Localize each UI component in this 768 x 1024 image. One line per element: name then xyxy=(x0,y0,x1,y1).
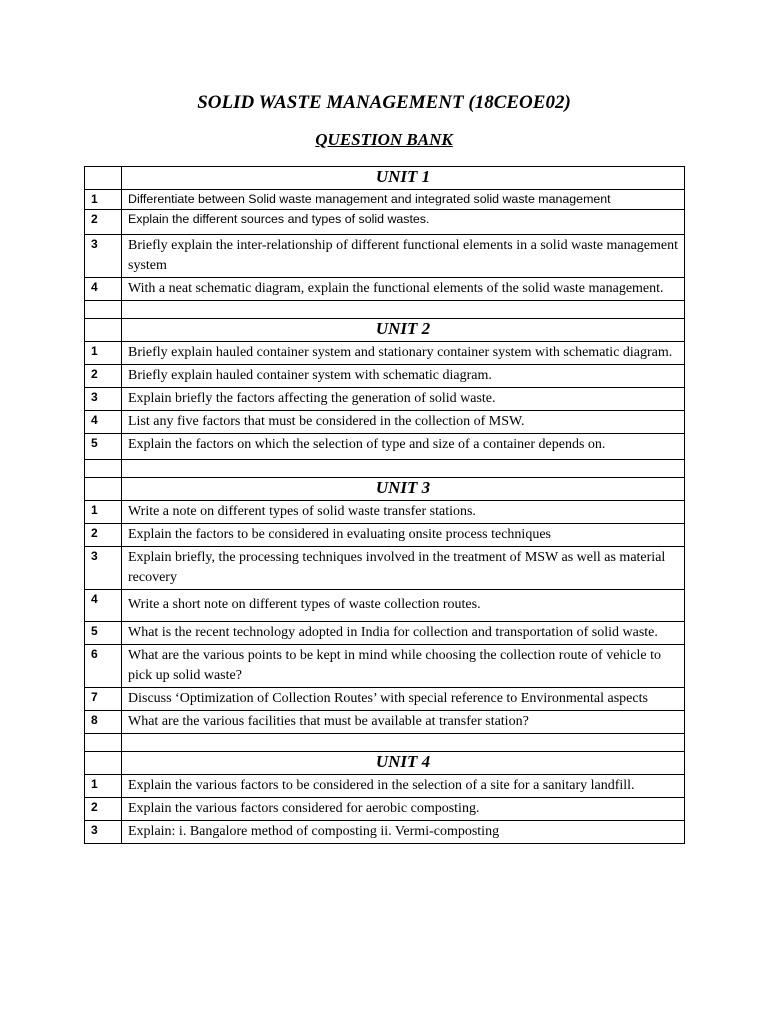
question-row xyxy=(85,590,685,622)
question-number: 3 xyxy=(85,388,122,411)
question-row xyxy=(85,342,685,365)
question-row xyxy=(85,235,685,278)
question-number: 4 xyxy=(85,590,122,622)
unit-number-cell-empty xyxy=(85,752,122,775)
unit-heading-row xyxy=(85,167,685,190)
question-text: Discuss ‘Optimization of Collection Routes’ with special reference to Environmental aspects xyxy=(122,688,685,711)
question-number: 8 xyxy=(85,711,122,734)
question-number: 4 xyxy=(85,411,122,434)
question-number: 1 xyxy=(85,342,122,365)
question-text: With a neat schematic diagram, explain the functional elements of the solid waste management. xyxy=(122,278,685,301)
document-title: SOLID WASTE MANAGEMENT (18CEOE02) xyxy=(197,92,571,113)
question-text: Briefly explain hauled container system and stationary container system with schematic diagram. xyxy=(122,342,685,365)
question-row xyxy=(85,645,685,688)
question-table xyxy=(84,166,685,844)
question-row xyxy=(85,501,685,524)
question-number: 2 xyxy=(85,365,122,388)
unit-heading: UNIT 3 xyxy=(122,478,685,501)
question-text: Write a short note on different types of waste collection routes. xyxy=(122,590,685,622)
question-row xyxy=(85,711,685,734)
question-text: Explain the various factors considered for aerobic composting. xyxy=(122,798,685,821)
question-number: 2 xyxy=(85,210,122,235)
question-number: 4 xyxy=(85,278,122,301)
question-number: 7 xyxy=(85,688,122,711)
question-text: Explain briefly the factors affecting the generation of solid waste. xyxy=(122,388,685,411)
question-number: 1 xyxy=(85,190,122,210)
question-row xyxy=(85,278,685,301)
blank-row xyxy=(85,460,685,478)
question-row xyxy=(85,622,685,645)
question-number: 3 xyxy=(85,547,122,590)
question-text: List any five factors that must be considered in the collection of MSW. xyxy=(122,411,685,434)
question-text: What are the various points to be kept in mind while choosing the collection route of vehicle to pick up solid waste? xyxy=(122,645,685,688)
question-row xyxy=(85,775,685,798)
question-text: Explain the factors on which the selection of type and size of a container depends on. xyxy=(122,434,685,460)
question-row xyxy=(85,524,685,547)
question-number: 1 xyxy=(85,501,122,524)
question-row xyxy=(85,547,685,590)
question-row xyxy=(85,434,685,460)
unit-heading-row xyxy=(85,478,685,501)
question-row xyxy=(85,411,685,434)
unit-heading-row xyxy=(85,752,685,775)
question-number: 5 xyxy=(85,622,122,645)
question-number: 3 xyxy=(85,235,122,278)
unit-number-cell-empty xyxy=(85,167,122,190)
question-text: Briefly explain hauled container system with schematic diagram. xyxy=(122,365,685,388)
unit-number-cell-empty xyxy=(85,478,122,501)
question-text: Explain the various factors to be considered in the selection of a site for a sanitary landfill. xyxy=(122,775,685,798)
blank-row xyxy=(85,301,685,319)
question-text: What is the recent technology adopted in India for collection and transportation of solid waste. xyxy=(122,622,685,645)
question-text: What are the various facilities that must be available at transfer station? xyxy=(122,711,685,734)
question-number: 6 xyxy=(85,645,122,688)
question-row xyxy=(85,798,685,821)
blank-row xyxy=(85,734,685,752)
document-subtitle: QUESTION BANK xyxy=(315,130,453,149)
unit-heading: UNIT 2 xyxy=(122,319,685,342)
question-row xyxy=(85,388,685,411)
question-text: Write a note on different types of solid waste transfer stations. xyxy=(122,501,685,524)
question-row xyxy=(85,210,685,235)
question-row xyxy=(85,821,685,844)
question-number: 2 xyxy=(85,798,122,821)
question-number: 5 xyxy=(85,434,122,460)
unit-heading: UNIT 4 xyxy=(122,752,685,775)
question-row xyxy=(85,688,685,711)
question-text: Explain the different sources and types of solid wastes. xyxy=(122,210,685,235)
question-row xyxy=(85,365,685,388)
question-number: 2 xyxy=(85,524,122,547)
question-row xyxy=(85,190,685,210)
unit-heading: UNIT 1 xyxy=(122,167,685,190)
question-number: 1 xyxy=(85,775,122,798)
unit-number-cell-empty xyxy=(85,319,122,342)
unit-heading-row xyxy=(85,319,685,342)
question-text: Differentiate between Solid waste management and integrated solid waste management xyxy=(122,190,685,210)
question-number: 3 xyxy=(85,821,122,844)
question-text: Explain: i. Bangalore method of composting ii. Vermi-composting xyxy=(122,821,685,844)
question-text: Briefly explain the inter-relationship of different functional elements in a solid waste management system xyxy=(122,235,685,278)
question-text: Explain the factors to be considered in evaluating onsite process techniques xyxy=(122,524,685,547)
question-text: Explain briefly, the processing techniques involved in the treatment of MSW as well as material recovery xyxy=(122,547,685,590)
